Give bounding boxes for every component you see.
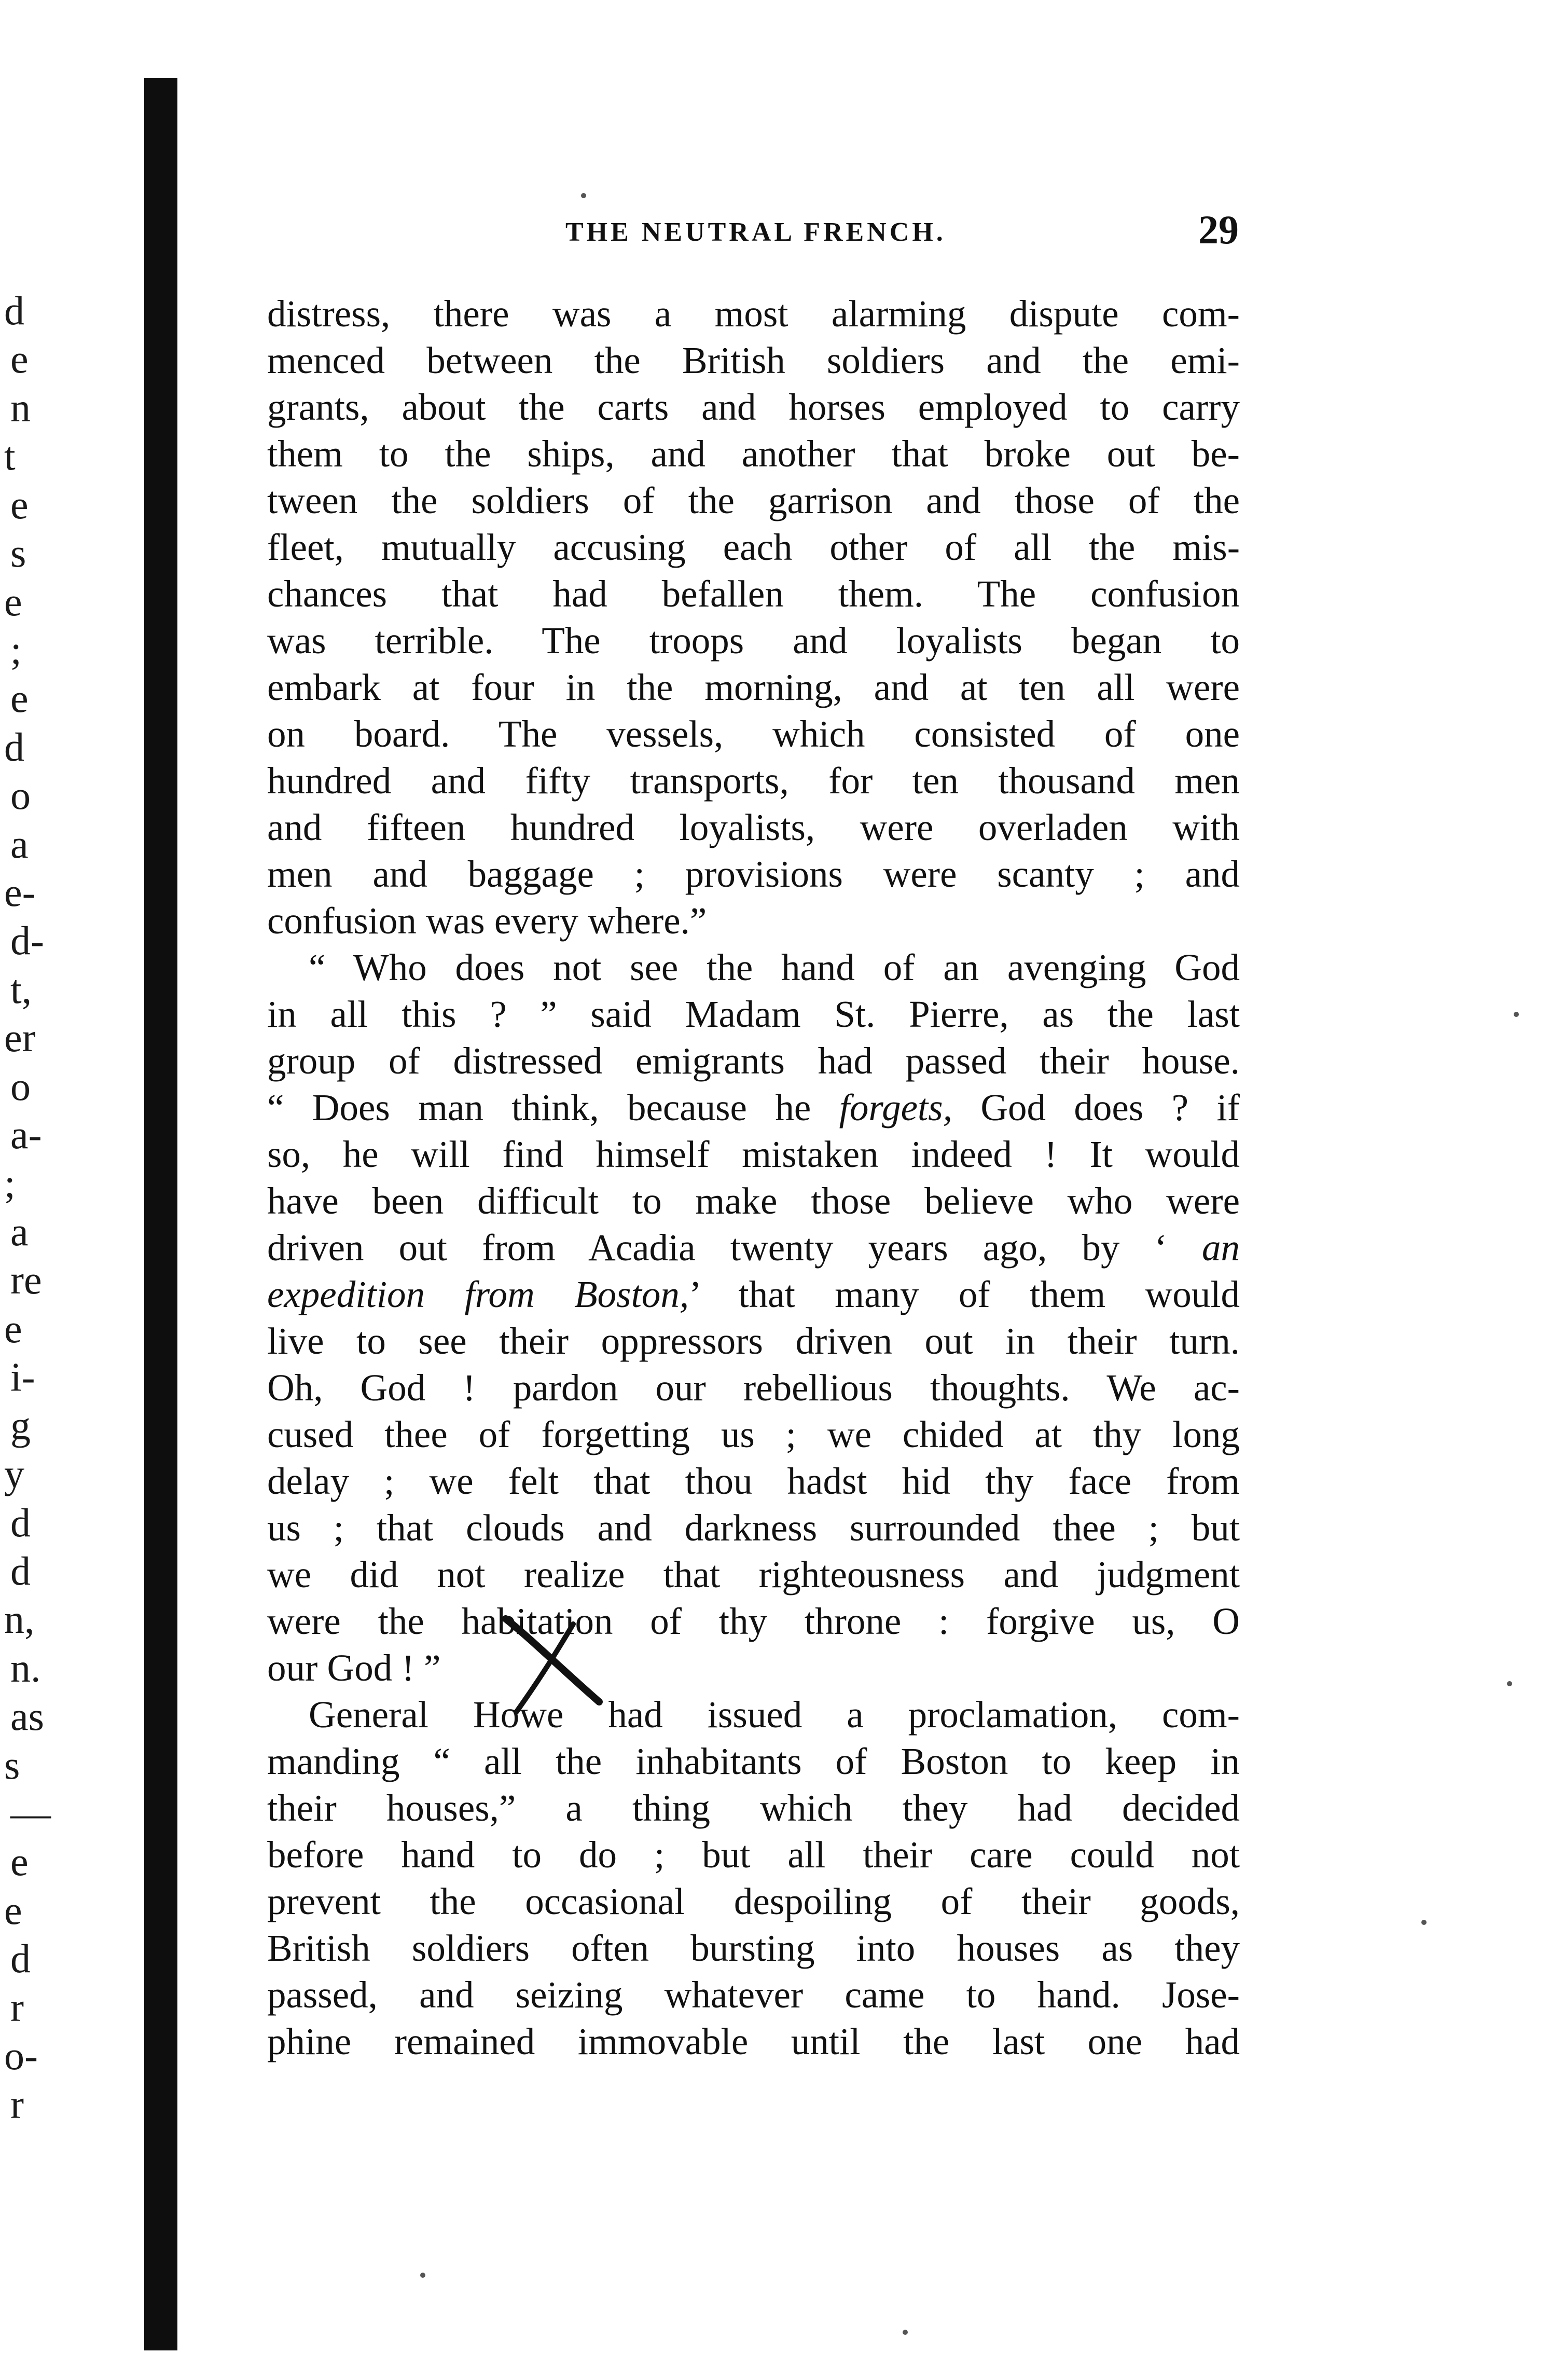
text-line: confusion was every where.”	[267, 900, 707, 942]
facing-page-fragment: re	[10, 1257, 42, 1302]
binding-gutter-shadow	[144, 78, 177, 2350]
text-line: chances that had befallen them. The confusion	[267, 573, 1240, 615]
facing-page-fragment: o	[10, 773, 31, 818]
text-line: grants, about the carts and horses employed to carry	[267, 386, 1240, 428]
text-line: us ; that clouds and darkness surrounded thee ; but	[267, 1507, 1240, 1549]
facing-page-fragment: n,	[4, 1597, 35, 1642]
text-line: tween the soldiers of the garrison and those of the	[267, 479, 1240, 521]
facing-page-fragment: er	[4, 1015, 36, 1060]
running-head: THE NEUTRAL FRENCH.	[565, 217, 946, 247]
facing-page-fragment: g	[10, 1403, 31, 1448]
facing-page-fragment: d	[4, 724, 24, 769]
facing-page-fragment: d	[4, 288, 24, 333]
text-line: prevent the occasional despoiling of their goods,	[267, 1880, 1240, 1922]
text-line: men and baggage ; provisions were scanty ; and	[267, 853, 1240, 895]
text-line: so, he will find himself mistaken indeed ! It would	[267, 1133, 1240, 1175]
text-line: them to the ships, and another that broke out be-	[267, 433, 1240, 475]
emphasis-forgets: forgets,	[839, 1086, 952, 1129]
body-text	[267, 291, 1240, 2065]
facing-page-fragment: d	[10, 1500, 31, 1545]
text-line: live to see their oppressors driven out in their turn.	[267, 1320, 1240, 1362]
facing-page-fragment: ;	[10, 627, 22, 672]
facing-page-fragment: r	[10, 1985, 24, 2030]
text-line: British soldiers often bursting into houses as they	[267, 1927, 1240, 1969]
text-line-with-emphasis	[267, 1271, 1240, 1318]
ink-speck	[420, 2273, 425, 2278]
facing-page-fragment: y	[4, 1451, 24, 1496]
facing-page-fragment: d	[10, 1548, 31, 1593]
ink-speck	[1507, 1681, 1512, 1686]
facing-page-fragment: e	[4, 1888, 22, 1933]
text-span: God does ? if	[952, 1086, 1240, 1129]
facing-page-fragment: d	[10, 1936, 31, 1981]
facing-page-fragment: —	[10, 1791, 51, 1836]
text-line: manding “ all the inhabitants of Boston to keep in	[267, 1740, 1240, 1782]
facing-page-fragment: a-	[10, 1112, 42, 1157]
text-line: General Howe had issued a proclamation, com-	[309, 1694, 1240, 1736]
facing-page-fragment: n	[10, 385, 31, 430]
text-line: in all this ? ” said Madam St. Pierre, as the last	[267, 993, 1240, 1035]
text-line: distress, there was a most alarming dispute com-	[267, 293, 1240, 335]
text-line: we did not realize that righteousness and judgment	[267, 1553, 1240, 1595]
facing-page-fragment: a	[10, 821, 29, 866]
text-line: embark at four in the morning, and at ten all were	[267, 666, 1240, 708]
text-line: passed, and seizing whatever came to hand. Jose-	[267, 1974, 1240, 2016]
facing-page-fragment: d-	[10, 918, 44, 963]
text-span: ’ that many of them would	[689, 1273, 1240, 1315]
facing-page-fragment: ;	[4, 1161, 16, 1206]
text-line: fleet, mutually accusing each other of all the mis-	[267, 526, 1240, 568]
emphasis-an: an	[1202, 1227, 1240, 1269]
text-line-with-emphasis	[267, 1084, 1240, 1131]
text-line: and fifteen hundred loyalists, were overladen with	[267, 806, 1240, 848]
facing-page-fragment: as	[10, 1694, 44, 1739]
facing-page-fragment: o	[10, 1064, 31, 1109]
ink-speck	[1514, 1012, 1519, 1017]
facing-page-fragment: e	[10, 1839, 29, 1884]
text-line: our God ! ”	[267, 1647, 441, 1689]
text-line: cused thee of forgetting us ; we chided at thy long	[267, 1413, 1240, 1455]
facing-page-fragment: e-	[4, 870, 36, 915]
text-span: “ Does man think, because he	[267, 1086, 839, 1129]
text-line: their houses,” a thing which they had decided	[267, 1787, 1240, 1829]
emphasis-expedition-from-boston: expedition from Boston,	[267, 1273, 689, 1315]
text-line: before hand to do ; but all their care could not	[267, 1834, 1240, 1876]
text-line: were the habitation of thy throne : forgive us, O	[267, 1600, 1240, 1642]
facing-page-fragment: e	[10, 482, 29, 527]
text-line: Oh, God ! pardon our rebellious thoughts. We ac-	[267, 1367, 1240, 1409]
text-line: have been difficult to make those believe who were	[267, 1180, 1240, 1222]
facing-page-fragment: e	[4, 579, 22, 624]
facing-page-fragment: n.	[10, 1645, 41, 1690]
pen-cross-mark	[495, 1614, 620, 1717]
text-line: was terrible. The troops and loyalists began to	[267, 620, 1240, 662]
facing-page-fragment: o-	[4, 2033, 38, 2078]
text-line: on board. The vessels, which consisted of one	[267, 713, 1240, 755]
text-line: menced between the British soldiers and the emi-	[267, 339, 1240, 381]
facing-page-fragment: s	[4, 1742, 20, 1787]
facing-page-edge	[0, 288, 83, 2158]
text-line: hundred and fifty transports, for ten thousand men	[267, 760, 1240, 802]
text-line: delay ; we felt that thou hadst hid thy face from	[267, 1460, 1240, 1502]
text-line: phine remained immovable until the last one had	[267, 2020, 1240, 2062]
ink-speck	[1421, 1920, 1427, 1925]
ink-speck	[581, 193, 586, 198]
facing-page-fragment: e	[10, 336, 29, 381]
ink-speck	[903, 2330, 908, 2335]
text-line-with-emphasis	[267, 1225, 1240, 1271]
text-span: driven out from Acadia twenty years ago, by ‘	[267, 1227, 1202, 1269]
facing-page-fragment: i-	[10, 1354, 35, 1399]
facing-page-fragment: e	[10, 676, 29, 721]
text-line: “ Who does not see the hand of an avenging God	[309, 946, 1240, 988]
facing-page-fragment: e	[4, 1306, 22, 1351]
facing-page-fragment: t	[4, 433, 16, 478]
facing-page-fragment: r	[10, 2082, 24, 2127]
text-line: group of distressed emigrants had passed their house.	[267, 1040, 1240, 1082]
facing-page-fragment: a	[10, 1209, 29, 1254]
facing-page-fragment: t,	[10, 967, 32, 1012]
page-number: 29	[1198, 207, 1239, 252]
facing-page-fragment: s	[10, 530, 26, 575]
